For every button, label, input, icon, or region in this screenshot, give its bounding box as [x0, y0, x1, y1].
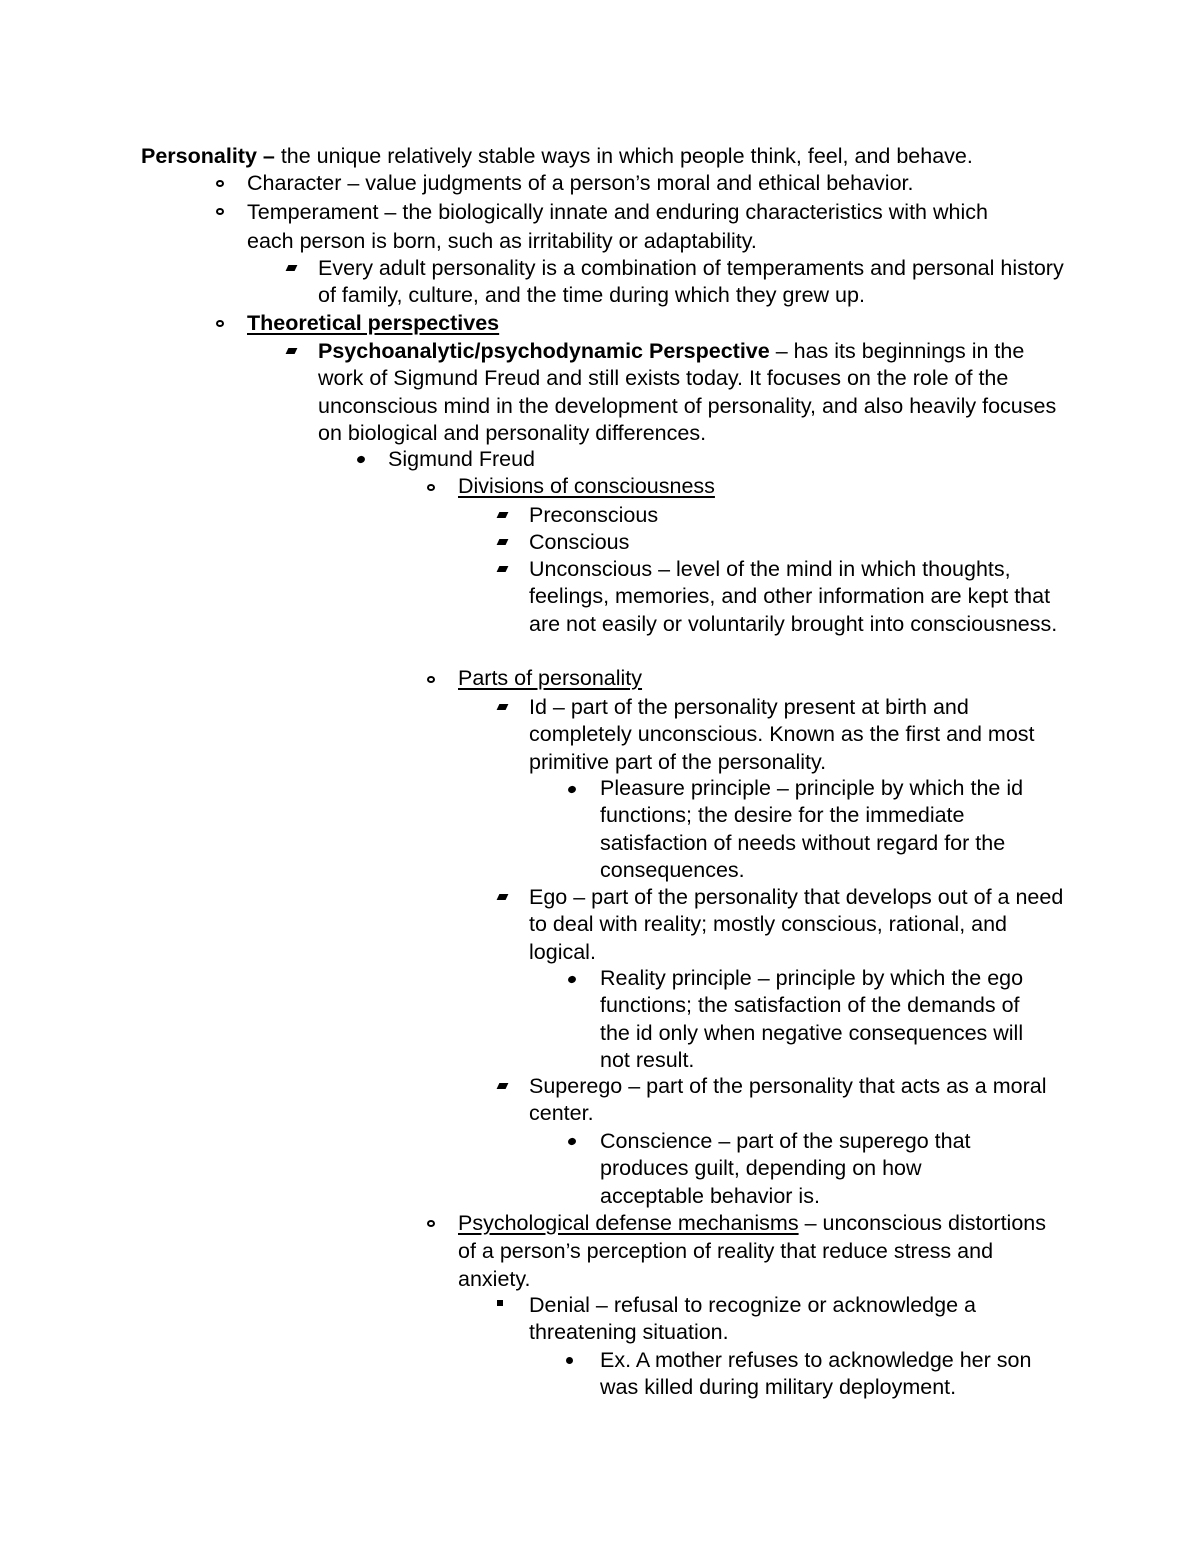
divisions-heading: [458, 473, 958, 500]
square-bullet-icon: [497, 704, 509, 710]
sigmund-freud-item: Sigmund Freud: [388, 447, 535, 471]
parts-heading-text: Parts of personality: [458, 666, 643, 690]
id-item: Id – part of the personality present at birth and completely unconscious. Known as the first and most primitive part of the personality.: [529, 695, 1035, 774]
character-item: Character – value judgments of a person’s moral and ethical behavior.: [247, 171, 914, 195]
circle-bullet-icon: [216, 208, 224, 215]
superego-item: Superego – part of the personality that acts as a moral center.: [529, 1074, 1047, 1126]
personality-definition-text: the unique relatively stable ways in which people think, feel, and behave.: [274, 144, 973, 168]
psychoanalytic-item: [318, 338, 1058, 447]
circle-bullet-icon: [427, 484, 435, 491]
circle-bullet-icon: [427, 1220, 435, 1227]
reality-principle-item: Reality principle – principle by which the ego functions; the satisfaction of the demands of the id only when negative consequences will not result.: [600, 966, 1024, 1072]
defense-heading-text: Psychological defense mechanisms: [458, 1211, 799, 1235]
square-bullet-icon: [497, 566, 509, 572]
pleasure-principle-item: Pleasure principle – principle by which the id functions; the desire for the immediate satisfaction of needs without regard for the consequences.: [600, 776, 1024, 882]
circle-bullet-icon: [216, 320, 224, 327]
ego-item: Ego – part of the personality that develops out of a need to deal with reality; mostly conscious, rational, and logical.: [529, 885, 1064, 964]
denial-example-item: Ex. A mother refuses to acknowledge her son was killed during military deployment.: [600, 1348, 1032, 1400]
divisions-heading-text: Divisions of consciousness: [458, 474, 715, 498]
square-bullet-icon: [497, 1083, 509, 1089]
psychoanalytic-term: Psychoanalytic/psychodynamic Perspective: [318, 339, 770, 363]
denial-item: Denial – refusal to recognize or acknowledge a threatening situation.: [529, 1293, 976, 1345]
temperament-item: Temperament – the biologically innate and enduring characteristics with which each person is born, such as irritability or adaptability.: [247, 200, 988, 253]
disc-bullet-icon: [567, 1137, 577, 1146]
square-bullet-icon: [286, 265, 298, 271]
disc-bullet-icon: [566, 1357, 573, 1364]
circle-bullet-icon: [216, 180, 224, 187]
every-adult-item: Every adult personality is a combination of temperaments and personal history of family, culture, and the time during which they grew up.: [318, 256, 1064, 308]
conscious-item: Conscious: [529, 530, 630, 554]
circle-bullet-icon: [427, 676, 435, 683]
disc-bullet-icon: [567, 975, 577, 984]
parts-heading: [458, 665, 958, 692]
personality-term: Personality –: [141, 144, 275, 168]
defense-definition-text: – unconscious distortions of a person’s perception of reality that reduce stress and anxiety.: [458, 1211, 1046, 1291]
square-bullet-icon: [497, 512, 509, 518]
unconscious-item: Unconscious – level of the mind in which thoughts, feelings, memories, and other information are kept that are not easily or voluntarily brought into consciousness.: [529, 557, 1058, 636]
psychoanalytic-definition: – has its beginnings in the work of Sigmund Freud and still exists today. It focuses on the role of the unconscious mind in the development of personality, and also heavily focuses on biological and personality differences.: [318, 339, 1057, 445]
square-bullet-icon: [497, 894, 509, 900]
square-bullet-icon: [497, 1300, 503, 1306]
preconscious-item: Preconscious: [529, 503, 659, 527]
square-bullet-icon: [286, 348, 298, 354]
personality-definition: [141, 143, 1141, 170]
conscience-item: Conscience – part of the superego that produces guilt, depending on how acceptable behavior is.: [600, 1129, 971, 1208]
disc-bullet-icon: [567, 785, 577, 794]
defense-mechanisms-item: [458, 1209, 1058, 1293]
theoretical-perspectives-text: Theoretical perspectives: [247, 311, 500, 335]
square-bullet-icon: [497, 539, 509, 545]
theoretical-perspectives-heading: [247, 310, 847, 337]
disc-bullet-icon: [356, 455, 366, 464]
